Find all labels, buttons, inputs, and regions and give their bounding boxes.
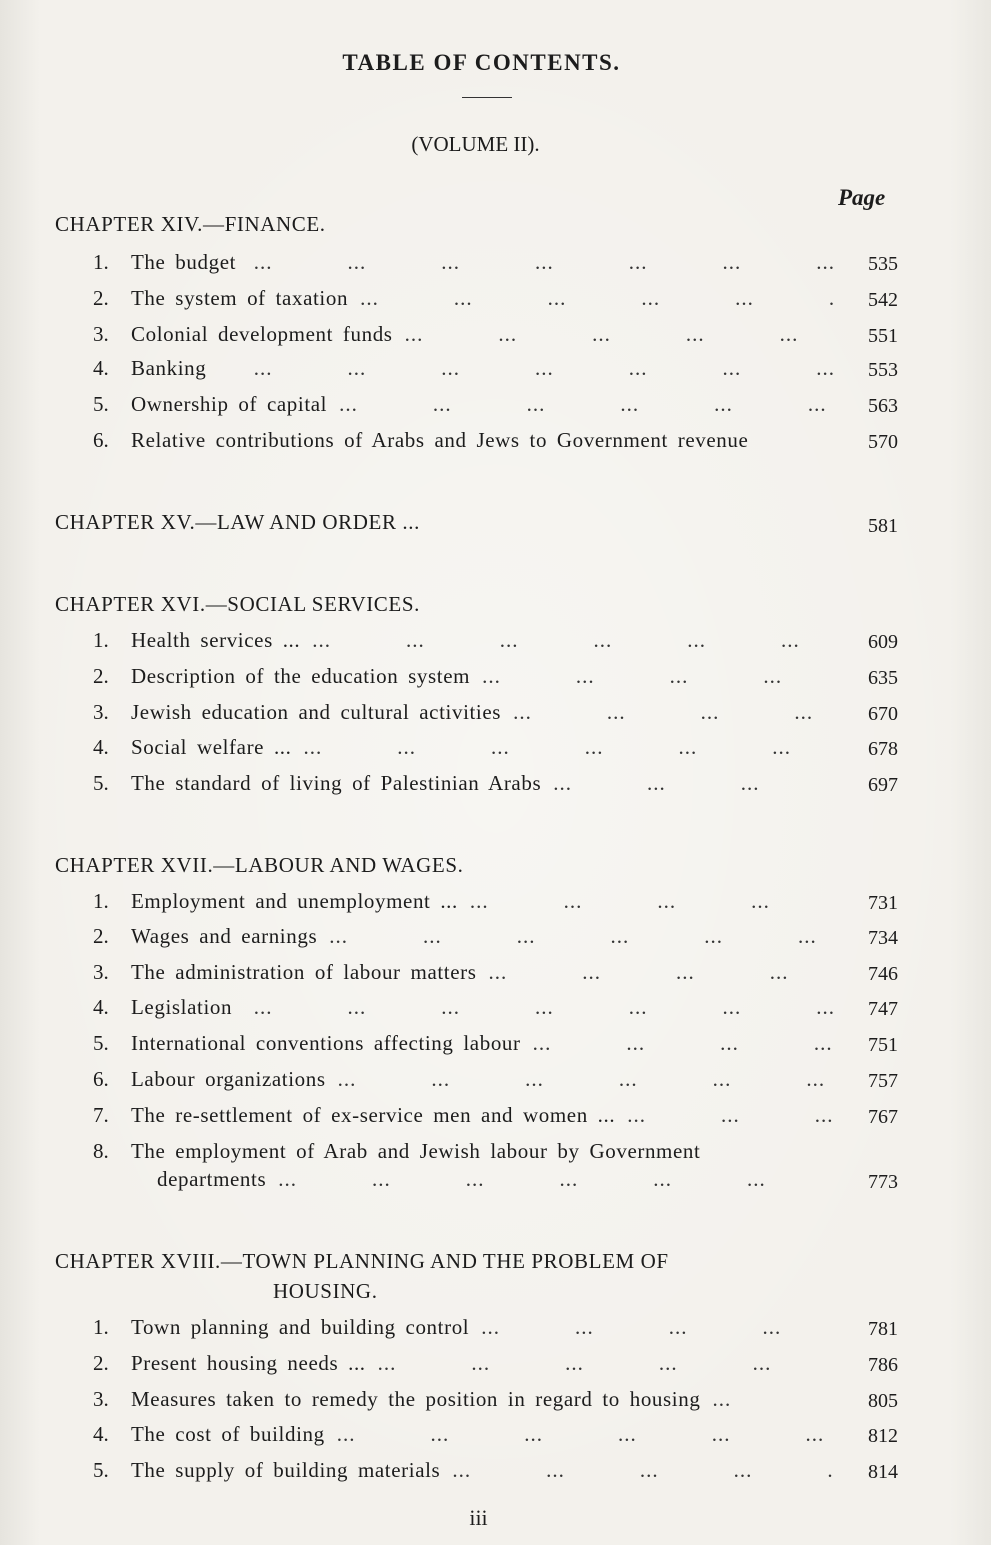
- entry-page-number: 773: [868, 1171, 898, 1193]
- toc-entry: [93, 1458, 835, 1486]
- entry-number: 1.: [93, 250, 109, 274]
- toc-entry: [93, 250, 835, 278]
- entry-number: 3.: [93, 700, 109, 724]
- dot-leader: [553, 771, 835, 796]
- entry-number: 1.: [93, 628, 109, 652]
- toc-entry: [93, 771, 835, 799]
- entry-number: 4.: [93, 995, 109, 1019]
- toc-entry: [93, 1315, 835, 1343]
- entry-page-number: 535: [868, 253, 898, 275]
- chapter-heading: CHAPTER XV.—LAW AND ORDER ...: [55, 510, 420, 534]
- entry-number: 3.: [93, 960, 109, 984]
- entry-number: 6.: [93, 1067, 109, 1091]
- toc-entry: [93, 1139, 835, 1167]
- entry-number: 7.: [93, 1103, 109, 1127]
- entry-page-number: 551: [868, 325, 898, 347]
- entry-number: 4.: [93, 1422, 109, 1446]
- entry-title: The budget: [131, 250, 237, 274]
- dot-leader: [339, 392, 835, 417]
- entry-title: Measures taken to remedy the position in regard to housing: [131, 1387, 701, 1411]
- toc-entry: [93, 1067, 835, 1095]
- dot-leader: [482, 664, 835, 689]
- entry-number: 2.: [93, 286, 109, 310]
- entry-page-number: 697: [868, 774, 898, 796]
- dot-leader: [278, 1167, 835, 1192]
- dot-leader: [244, 995, 835, 1020]
- dot-leader: [489, 960, 835, 985]
- volume-label: [0, 132, 991, 157]
- entry-title: Relative contributions of Arabs and Jews to Government revenue: [131, 428, 749, 452]
- entry-title: Description of the education system: [131, 664, 471, 688]
- dot-leader: [338, 1067, 835, 1092]
- entry-title: Banking: [131, 356, 207, 380]
- page-number: [0, 1505, 991, 1531]
- entry-title: International conventions affecting labour: [131, 1031, 521, 1055]
- entry-title: Health services ...: [131, 628, 301, 652]
- volume-text: (VOLUME II).: [411, 132, 540, 156]
- entry-title: The re-settlement of ex-service men and women ...: [131, 1103, 616, 1127]
- toc-entry: [93, 1351, 835, 1379]
- entry-title: Town planning and building control: [131, 1315, 470, 1339]
- entry-page-number: 570: [868, 431, 898, 453]
- toc-entry: [93, 1031, 835, 1059]
- entry-title: The system of taxation: [131, 286, 349, 310]
- entry-page-number: 635: [868, 667, 898, 689]
- entry-number: 1.: [93, 1315, 109, 1339]
- entry-title: Labour organizations: [131, 1067, 326, 1091]
- folio-text: iii: [469, 1505, 488, 1530]
- entry-number: 2.: [93, 924, 109, 948]
- entry-page-number: 814: [868, 1461, 898, 1483]
- entry-number: 5.: [93, 1031, 109, 1055]
- title-text: TABLE OF CONTENTS.: [342, 50, 621, 75]
- chapter-page-number: 581: [868, 515, 898, 537]
- toc-entry: [93, 995, 835, 1023]
- entry-page-number: 746: [868, 963, 898, 985]
- entry-page-number: 786: [868, 1354, 898, 1376]
- title-divider: [462, 97, 512, 98]
- toc-entry: [93, 392, 835, 420]
- entry-page-number: 747: [868, 998, 898, 1020]
- entry-title-continued: departments: [157, 1167, 267, 1191]
- entry-number: 8.: [93, 1139, 109, 1163]
- dot-leader: [248, 250, 835, 275]
- entry-page-number: 542: [868, 289, 898, 311]
- dot-leader: [627, 1103, 835, 1128]
- toc-entry: [93, 889, 835, 917]
- chapter-heading-continued: HOUSING.: [273, 1279, 378, 1303]
- toc-entry: [93, 356, 835, 384]
- entry-number: 2.: [93, 1351, 109, 1375]
- chapter-heading: CHAPTER XVI.—SOCIAL SERVICES.: [55, 592, 420, 616]
- entry-title: The cost of building: [131, 1422, 325, 1446]
- entry-title: Ownership of capital: [131, 392, 328, 416]
- entry-number: 1.: [93, 889, 109, 913]
- entry-title: The administration of labour matters: [131, 960, 477, 984]
- entry-title: The supply of building materials: [131, 1458, 441, 1482]
- dot-leader: [337, 1422, 835, 1447]
- toc-entry: [93, 735, 835, 763]
- page-column-header: Page: [838, 185, 886, 210]
- entry-page-number: 734: [868, 927, 898, 949]
- entry-number: 5.: [93, 1458, 109, 1482]
- dot-leader: [481, 1315, 835, 1340]
- toc-entry: [93, 286, 835, 314]
- chapter-heading: CHAPTER XVIII.—TOWN PLANNING AND THE PROBLEM OF: [55, 1249, 669, 1273]
- entry-page-number: 805: [868, 1390, 898, 1412]
- entry-page-number: 781: [868, 1318, 898, 1340]
- toc-entry: [93, 322, 835, 350]
- entry-number: 2.: [93, 664, 109, 688]
- entry-number: 4.: [93, 735, 109, 759]
- entry-page-number: 553: [868, 359, 898, 381]
- entry-number: 5.: [93, 771, 109, 795]
- entry-page-number: 563: [868, 395, 898, 417]
- toc-entry: [93, 1103, 835, 1131]
- dot-leader: [533, 1031, 835, 1056]
- entry-title: Wages and earnings: [131, 924, 318, 948]
- toc-entry: [93, 924, 835, 952]
- chapter-heading: CHAPTER XVII.—LABOUR AND WAGES.: [55, 853, 464, 877]
- entry-title: Jewish education and cultural activities: [131, 700, 502, 724]
- dot-leader: [513, 700, 835, 725]
- entry-page-number: 670: [868, 703, 898, 725]
- entry-number: 3.: [93, 1387, 109, 1411]
- entry-title: The standard of living of Palestinian Arabs: [131, 771, 542, 795]
- dot-leader: [329, 924, 835, 949]
- entry-title: Employment and unemployment ...: [131, 889, 458, 913]
- entry-title: The employment of Arab and Jewish labour by Government: [131, 1139, 701, 1163]
- toc-entry: [93, 1422, 835, 1450]
- entry-title: Colonial development funds: [131, 322, 393, 346]
- entry-title: Social welfare ...: [131, 735, 292, 759]
- dot-leader: [378, 1351, 835, 1376]
- dot-leader: [218, 356, 835, 381]
- entry-page-number: 609: [868, 631, 898, 653]
- toc-entry: [93, 664, 835, 692]
- entry-title: Present housing needs ...: [131, 1351, 366, 1375]
- entry-page-number: 812: [868, 1425, 898, 1447]
- toc-entry: [93, 428, 835, 456]
- entry-page-number: 767: [868, 1106, 898, 1128]
- dot-leader: [470, 889, 835, 914]
- dot-leader: [452, 1458, 835, 1483]
- chapter-heading: CHAPTER XIV.—FINANCE.: [55, 212, 326, 236]
- dot-leader: [304, 735, 836, 760]
- toc-entry-continued: [157, 1167, 835, 1195]
- toc-entry: [93, 960, 835, 988]
- entry-page-number: 757: [868, 1070, 898, 1092]
- entry-number: 5.: [93, 392, 109, 416]
- page-title: [0, 50, 991, 76]
- entry-number: 4.: [93, 356, 109, 380]
- entry-number: 3.: [93, 322, 109, 346]
- dot-leader: [405, 322, 835, 347]
- entry-number: 6.: [93, 428, 109, 452]
- entry-page-number: 731: [868, 892, 898, 914]
- toc-entry: [93, 628, 835, 656]
- toc-entry: [93, 700, 835, 728]
- dot-leader: [360, 286, 835, 311]
- entry-page-number: 678: [868, 738, 898, 760]
- dot-leader: [312, 628, 835, 653]
- dot-leader: [712, 1387, 752, 1412]
- entry-title: Legislation: [131, 995, 233, 1019]
- entry-page-number: 751: [868, 1034, 898, 1056]
- toc-entry: [93, 1387, 835, 1415]
